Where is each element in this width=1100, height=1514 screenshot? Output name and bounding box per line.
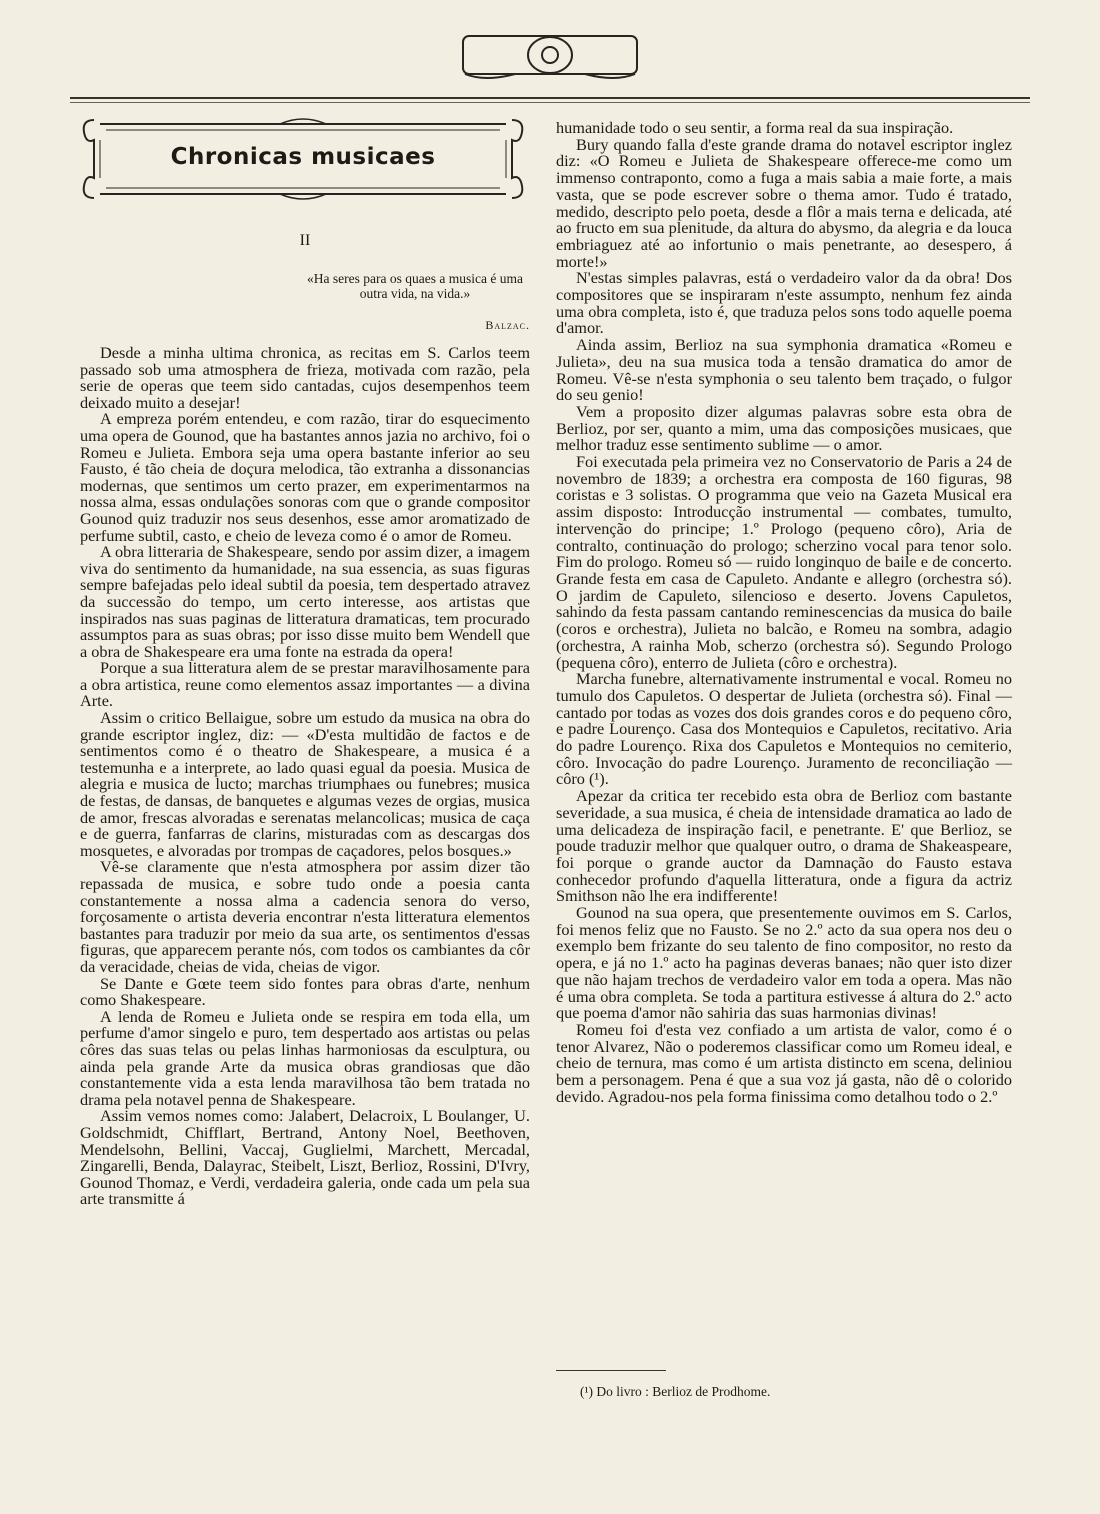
epigraph: «Ha seres para os quaes a musica é uma outra vida, na vida.» <box>307 271 523 301</box>
header-rule <box>70 97 1030 99</box>
footnote-rule <box>556 1370 666 1371</box>
paragraph: Foi executada pela primeira vez no Conservatorio de Paris a 24 de novembro de 1839; a orchestra era composta de 160 figuras, 98 coristas e 3 solistas. O programma que veio na Gazeta Musical era assim disposto: Introducção instrumental — combates, tumulto, intervenção do principe; 1.º Prologo (pequeno côro), Aria de contralto, continuação do prologo; scherzino vocal para tenor solo. Fim do prologo. Romeu só — ruido longinquo de baile e de concerto. Grande festa em casa de Capuleto. Andante e allegro (orchestra só). O jardim de Capuleto, silencioso e deserto. Jovens Capuletos, sahindo da festa passam cantando reminescencias da musica do baile (coros e orchestra), Julieta no balcão, e Romeu na sombra, adagio (orchestra, A rainha Mob, scherzo (orchestra só). Segundo Prologo (pequena côro), enterro de Julieta (côro e orchestra). <box>556 452 1012 672</box>
paragraph: Apezar da critica ter recebido esta obra de Berlioz com bastante severidade, a sua musica, é cheia de intensidade dramatica ao lado de uma delicadeza de inspiração facil, e penetrante. E' que Berlioz, se poude traduzir melhor que qualquer outro, o drama de Shakeaspeare, foi porque o grande auctor da Damnação do Fausto estava conhecedor profundo d'aquella litteratura, onde a figura da actriz Smithson não lhe era indifferente! <box>556 786 1012 906</box>
epigraph-author: Balzac. <box>485 318 530 332</box>
paragraph: Romeu foi d'esta vez confiado a um artista de valor, como é o tenor Alvarez, Não o poderemos classificar como um Romeu ideal, e cheio de ternura, mas como é um artista distincto em scena, deliniou bem a personagem. Pena é que a sua voz já gasta, não dê o colorido devido. Agradou-nos pela forma finissima como detalhou todo o 2.º <box>556 1019 1012 1106</box>
paragraph: Vê-se claramente que n'esta atmosphera por assim dizer tão repassada de musica, e sobre tudo onde a poesia canta constantemente a nossa alma a cadencia senora do verso, forçosamente o artista deveria encontrar n'esta litteratura elementos bastantes para traduzir por meio da sua arte, os sentimentos d'essas figuras, que apparecem perante nós, com todos os cambiantes da côr da veracidade, cheias de vida, cheias de vigor. <box>80 857 530 976</box>
paragraph: A lenda de Romeu e Julieta onde se respira em toda ella, um perfume d'amor singelo e puro, tem despertado aos artistas ou pelas côres das suas telas ou pelas linhas harmoniosas da esculptura, ou ainda pela grande Arte da musica obras grandiosas que dão constantemente vida a esta lenda maravilhosa tão bem tratada no drama pela notavel penna de Shakespeare. <box>80 1006 530 1109</box>
paragraph: Se Dante e Gœte teem sido fontes para obras d'arte, nenhum como Shakespeare. <box>80 973 530 1010</box>
paragraph: Gounod na sua opera, que presentemente ouvimos em S. Carlos, foi menos feliz que no Fausto. Se no 2.º acto da sua opera nos deu o exemplo bem frizante do seu talento de fino compositor, no resto da opera, e já no 1.º acto ha paginas deveras banaes; não quer isto dizer que não hajam trechos de verdadeiro valor em toda a opera. Mas não é uma obra completa. Se toda a partitura estivesse á altura do 2.º acto que poema d'amor não sahiria das suas harmonias divinas! <box>556 903 1012 1023</box>
paragraph: A obra litteraria de Shakespeare, sendo por assim dizer, a imagem viva do sentimento da humanidade, na sua essencia, as suas figuras sempre bafejadas pelo ideal subtil da poesia, tem despertado atravez da successão do tempo, um certo interesse, aos artistas que inspirados nas suas paginas de litteratura dramaticas, tem procurado assumptos para as suas obras; por isso disse muito bem Wendell que a obra de Shakespeare era uma fonte na estrada da opera! <box>80 542 530 661</box>
masthead <box>0 28 1100 92</box>
paragraph: humanidade todo o seu sentir, a forma real da sua inspiração. <box>556 118 954 137</box>
paragraph: Desde a minha ultima chronica, as recitas em S. Carlos teem passado sob uma atmosphera de frieza, motivada com razão, pela serie de operas que teem sido cantadas, cujos desempenhos teem deixado muito a desejar! <box>80 343 530 412</box>
article-title-frame <box>80 110 526 208</box>
paragraph: Bury quando falla d'este grande drama do notavel escriptor inglez diz: «O Romeu e Julieta de Shakespeare offerece-me como um immenso contraponto, como a fuga a mais sabia a maie forte, a mais vasta, que se pode escrever sobre o thema amor. Tudo é tratado, medido, descripto pelo poeta, desde a flôr a mais terna e delicada, até ao fructo em sua plenitude, da altura do abysmo, da alegria e da louca embriaguez até ao infortunio o mais penetrante, ao desespero, á morte!» <box>556 134 1012 271</box>
footnote: (¹) Do livro : Berlioz de Prodhome. <box>580 1384 771 1399</box>
paragraph: Ainda assim, Berlioz na sua symphonia dramatica «Romeu e Julieta», deu na sua musica toda a tensão dramatica do amor de Romeu. Vê-se n'esta symphonia o seu talento bem traçado, o fulgor do seu genio! <box>556 335 1012 405</box>
paragraph: A empreza porém entendeu, e com razão, tirar do esquecimento uma opera de Gounod, que ha bastantes annos jazia no archivo, foi o Romeu e Julieta. Embora seja uma opera bastante inferior ao seu Fausto, é tão cheia de doçura melodica, tão extranha a dissonancias modernas, que sentimos um certo prazer, em experimentarmos na nossa alma, essas ondulações sonoras com que o grande compositor Gounod quiz traduzir nos seus desenhos, esse amor aromatizado de perfume subtil, casto, e cheio de leveza como é o amor de Romeu. <box>80 409 530 545</box>
right-column <box>556 120 1012 1105</box>
left-column <box>80 345 530 1208</box>
header-rule-thin <box>70 102 1030 103</box>
article-title: Chronicas musicaes <box>170 144 436 170</box>
paragraph: Vem a proposito dizer algumas palavras sobre esta obra de Berlioz, por ser, quanto a mim, uma das composições musicaes, que melhor traduz esse sentimento sublime — o amor. <box>556 401 1012 455</box>
paragraph: N'estas simples palavras, está o verdadeiro valor da da obra! Dos compositores que se inspiraram n'este assumpto, nenhum fez ainda uma obra completa, isto é, que traduza pelos sons todo aquelle poema d'amor. <box>556 268 1012 338</box>
masthead-logo-icon <box>455 28 645 84</box>
paragraph: Assim o critico Bellaigue, sobre um estudo da musica na obra do grande escriptor inglez, diz: — «D'esta multidão de factos e de sentimentos como é o theatro de Shakespeare, a musica é a testemunha e a interprete, ao lado quasi egual da poesia. Musica de alegria e musica de lucto; marchas triumphaes ou funebres; musica de festas, de dansas, de banquetes e algumas vezes de orgias, musica de amor, frescas alvoradas e serenatas melancolicas; musica de caça e de guerra, fanfarras de clarins, misturadas com as descargas dos mosquetes, e alvoradas por trompas de caçadores, pelos bosques.» <box>80 708 530 860</box>
paragraph: Porque a sua litteratura alem de se prestar maravilhosamente para a obra artistica, reune como elementos assaz importantes — a divina Arte. <box>80 658 530 711</box>
section-number: II <box>299 232 311 249</box>
paragraph: Marcha funebre, alternativamente instrumental e vocal. Romeu no tumulo dos Capuletos. O despertar de Julieta (orchestra só). Final — cantado por todas as vozes dos dois grandes coros e do pequeno côro, e padre Lourenço. Casa dos Montequios e Capuletos, recitativo. Aria do padre Lourenço. Rixa dos Capuletos e Montequios no cemiterio, côro. Invocação do padre Lourenço. Juramento de reconciliação — côro (¹). <box>556 669 1012 789</box>
paragraph: Assim vemos nomes como: Jalabert, Delacroix, L Boulanger, U. Goldschmidt, Chifflart, Bertrand, Antony Noel, Beethoven, Mendelsohn, Bellini, Vaccaj, Guglielmi, Marchett, Mercadal, Zingarelli, Benda, Dalayrac, Steibelt, Liszt, Berlioz, Rossini, D'Ivry, Gounod Thomaz, e Verdi, verdadeira galeria, onde cada um pela sua arte transmitte á <box>80 1106 530 1209</box>
